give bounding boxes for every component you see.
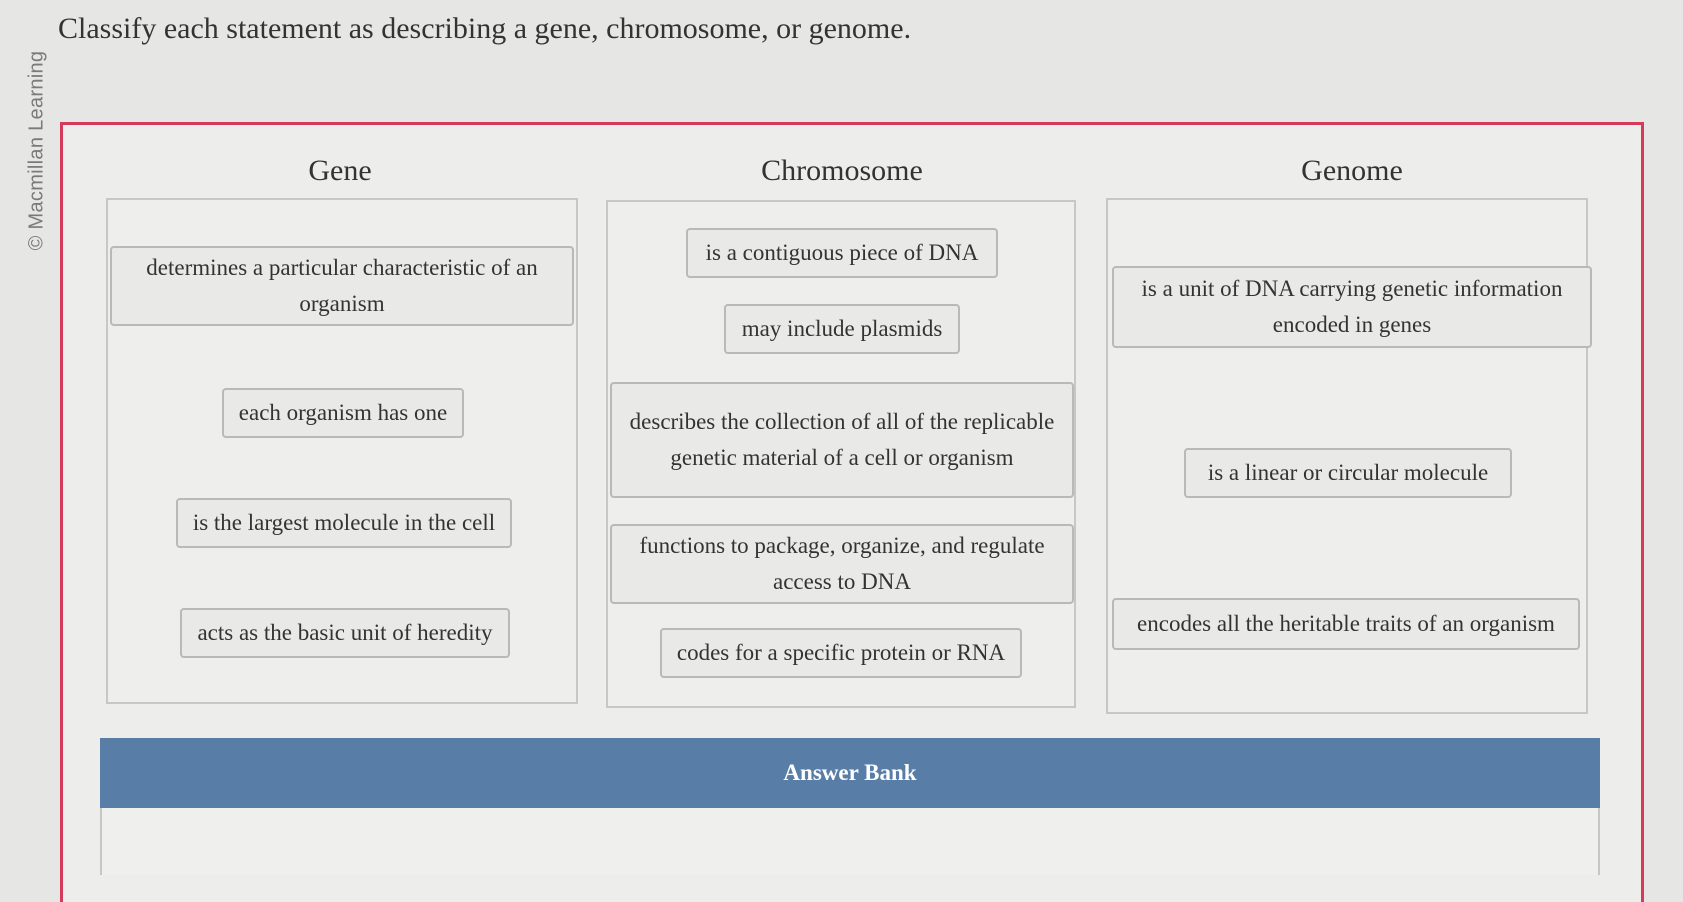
column-title-gene: Gene — [308, 154, 372, 187]
card-chromosome-codes-protein[interactable]: codes for a specific protein or RNA — [660, 628, 1022, 678]
answer-bank-title: Answer Bank — [783, 760, 917, 785]
column-title-chromosome: Chromosome — [761, 154, 923, 187]
question-prompt: Classify each statement as describing a gene, chromosome, or genome. — [58, 12, 912, 45]
card-chromosome-plasmids[interactable]: may include plasmids — [724, 304, 960, 354]
card-gene-characteristic[interactable]: determines a particular characteristic of an organism — [110, 246, 574, 326]
card-gene-largest-molecule[interactable]: is the largest molecule in the cell — [176, 498, 512, 548]
copyright-watermark: © Macmillan Learning — [25, 50, 48, 250]
card-gene-basic-unit[interactable]: acts as the basic unit of heredity — [180, 608, 510, 658]
card-gene-each-organism[interactable]: each organism has one — [222, 388, 464, 438]
card-chromosome-package[interactable]: functions to package, organize, and regulate access to DNA — [610, 524, 1074, 604]
card-genome-heritable-traits[interactable]: encodes all the heritable traits of an organism — [1112, 598, 1580, 650]
answer-bank-header — [100, 738, 1600, 808]
card-genome-unit-of-dna[interactable]: is a unit of DNA carrying genetic information encoded in genes — [1112, 266, 1592, 348]
card-chromosome-collection[interactable]: describes the collection of all of the replicable genetic material of a cell or organism — [610, 382, 1074, 498]
answer-bank-drop-zone[interactable] — [100, 808, 1600, 875]
column-title-genome: Genome — [1301, 154, 1403, 187]
card-genome-linear-circular[interactable]: is a linear or circular molecule — [1184, 448, 1512, 498]
card-chromosome-contiguous[interactable]: is a contiguous piece of DNA — [686, 228, 998, 278]
